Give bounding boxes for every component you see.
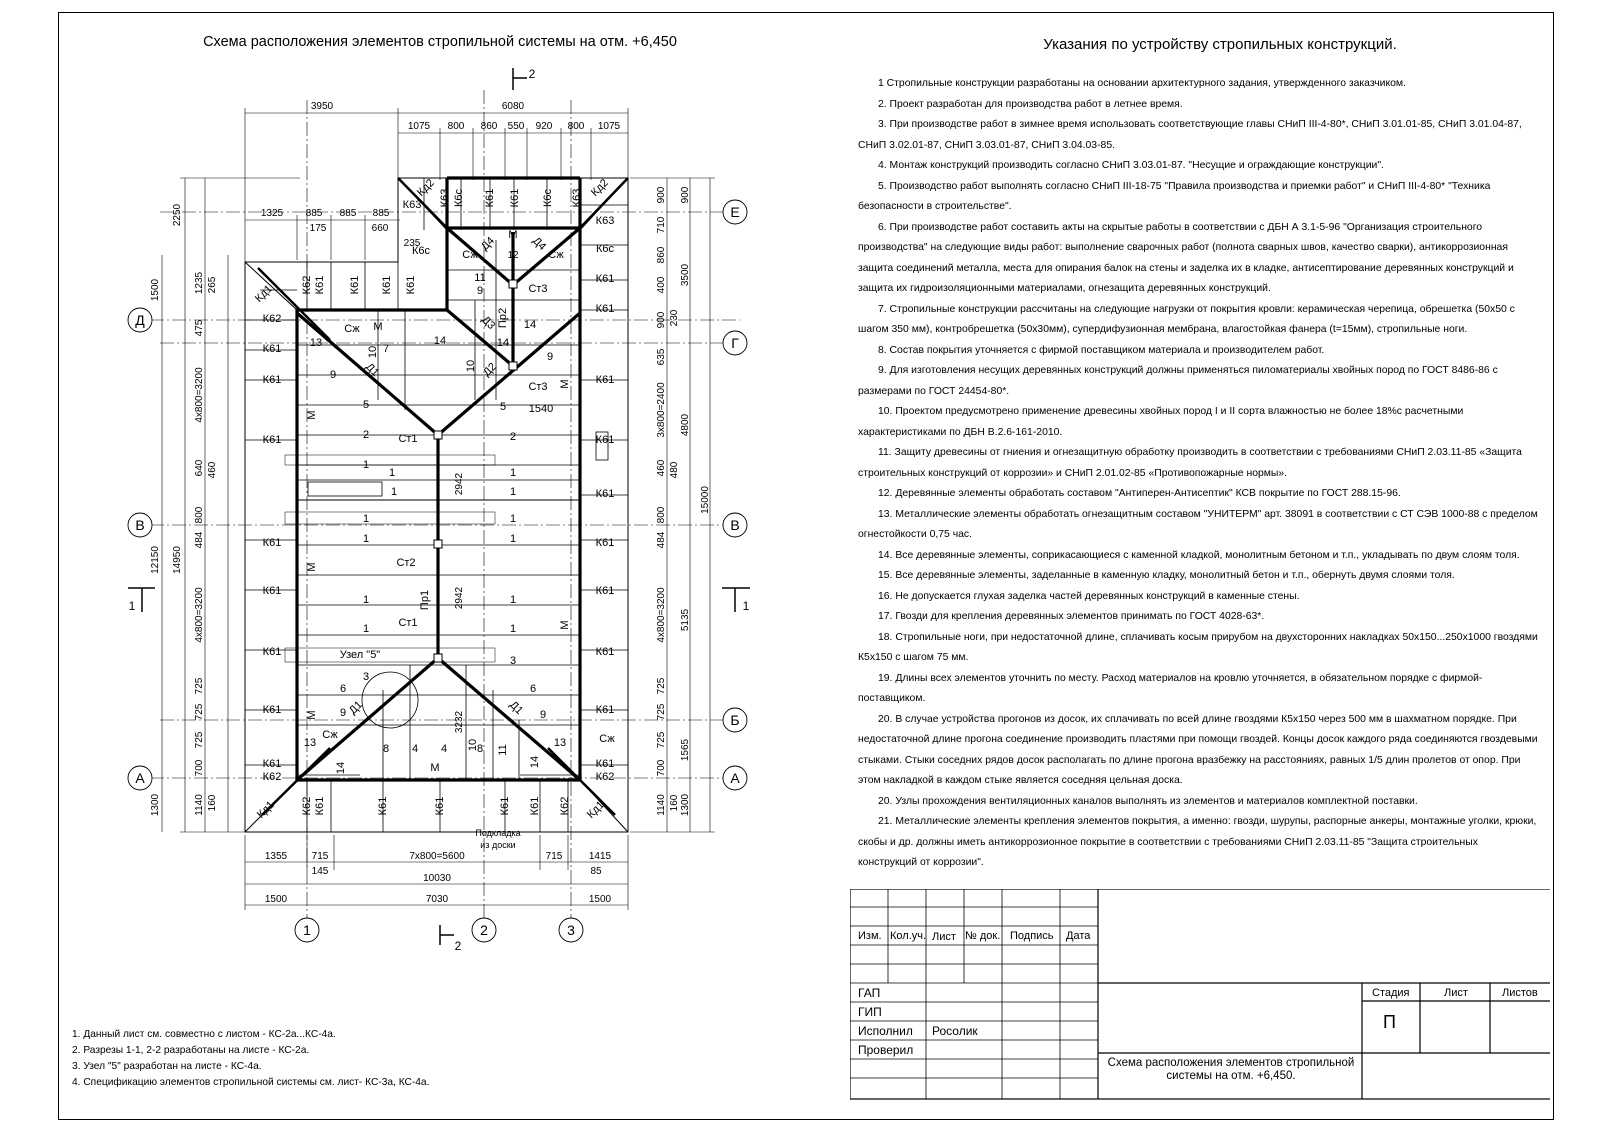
dim-t2-4: 920 <box>535 121 553 132</box>
note-item: 7. Стропильные конструкции рассчитаны на следующие нагрузки от покрытия кровли: керамическая черепица, обрешетка (50х50 с шагом 350 мм), контробрешетка (50х30мм), супердифузионная мембрана, влагостойкая фанера (t=15мм), стропильные ноги. <box>858 303 1515 335</box>
dim-ri-1: 710 <box>656 216 667 234</box>
label-k61: К61 <box>262 434 282 446</box>
axis-label-A-left: А <box>135 770 145 786</box>
dim-b-2: 7x800=5600 <box>409 851 465 862</box>
label-n3: 3 <box>362 671 370 683</box>
label-k6s: К6с <box>411 245 431 257</box>
dim-ri-11: 484 <box>656 531 667 549</box>
label-n13: 13 <box>553 737 567 749</box>
label-k61-top: К61 <box>509 188 521 208</box>
label-szh: Сж <box>548 249 564 261</box>
label-n9: 9 <box>476 285 484 297</box>
label-szh: Сж <box>462 249 478 261</box>
label-n11: 11 <box>497 744 509 756</box>
note-item: 12. Деревянные элементы обработать составом "Антиперен-Антисептик" КСВ покрытие по ГОСТ 288.15-96. <box>878 488 1401 499</box>
note-item: 3. При производстве работ в зимнее время использовать соответствующие главы СНиП III-4-80*, СНиП 3.01.01-85, СНиП 3.01.04-87, СНиП 3.02.01-87, СНиП 3.03.01-87, СНиП 3.04.03-85. <box>858 119 1522 151</box>
label-n14: 14 <box>529 755 541 769</box>
dim-ri-3: 400 <box>656 276 667 294</box>
dim-li-4: 640 <box>194 459 205 477</box>
dim-7030: 7030 <box>425 894 449 905</box>
dim-li-7: 484 <box>194 531 205 549</box>
label-m-v: М <box>306 710 318 720</box>
label-k61-bot: К61 <box>314 796 326 816</box>
ventilation-box <box>308 482 382 496</box>
label-k61: К61 <box>595 273 615 285</box>
label-n14: 14 <box>496 337 510 349</box>
label-n1: 1 <box>362 533 370 545</box>
label-n2: 2 <box>362 429 370 441</box>
label-pr2: Пр2 <box>497 307 509 329</box>
label-n1: 1 <box>390 486 398 498</box>
label-szh: Сж <box>322 729 338 741</box>
axis-label-G: Г <box>731 335 739 351</box>
dim-t3-0: 1325 <box>260 208 284 219</box>
dim-ri-5: 230 <box>669 309 680 327</box>
label-m: М <box>430 762 440 774</box>
dim-ri-10: 800 <box>656 506 667 524</box>
dim-ri-12: 4x800=3200 <box>656 587 667 643</box>
label-n5: 5 <box>362 399 370 411</box>
axis-label-V-left: В <box>135 517 145 533</box>
label-n6: 6 <box>339 683 347 695</box>
dim-li-2: 475 <box>194 319 205 337</box>
label-m-v: М <box>559 379 571 389</box>
axis-label-A-right: А <box>730 770 740 786</box>
section-mark-2-top: 2 <box>528 67 536 81</box>
label-k61-bot: К61 <box>529 796 541 816</box>
label-2942: 2942 <box>454 472 465 496</box>
label-kd1: Кд1 <box>254 798 277 821</box>
label-k62: К62 <box>262 313 282 325</box>
note-item: 13. Металлические элементы обработать огнезащитным составом "УНИТЕРМ" арт. 38091 в соответствии с СТ СЭВ 1000-88 с пределом огнестойкости 0,75 час. <box>858 508 1538 540</box>
label-n1: 1 <box>509 594 517 606</box>
dim-li-0: 1235 <box>194 271 205 295</box>
label-k61: К61 <box>262 704 282 716</box>
label-podkladka: Подкладка <box>475 828 521 838</box>
label-k61: К61 <box>595 374 615 386</box>
stamp-header-list: Лист <box>932 931 956 943</box>
label-1540: 1540 <box>528 403 554 415</box>
label-n14: 14 <box>433 335 447 347</box>
section-mark-2-bottom: 2 <box>454 939 462 953</box>
dim-3950: 3950 <box>310 101 334 112</box>
stamp-role-gip: ГИП <box>858 1005 882 1019</box>
label-k61: К61 <box>595 488 615 500</box>
dim-t2-3: 550 <box>507 121 525 132</box>
dim-b-0: 1355 <box>264 851 288 862</box>
stamp-header-sign: Подпись <box>1010 930 1054 942</box>
label-st3: Ст3 <box>528 283 548 295</box>
label-n1: 1 <box>509 533 517 545</box>
label-k61: К61 <box>262 585 282 597</box>
label-n3: 3 <box>509 655 517 667</box>
dim-b-3: 715 <box>545 851 563 862</box>
label-d2: Д2 <box>480 360 499 379</box>
label-n12: 12 <box>507 250 519 261</box>
axis-label-E: Е <box>730 204 740 220</box>
label-k61: К61 <box>595 434 615 446</box>
label-n10: 10 <box>367 345 379 359</box>
axis-label-3: 3 <box>567 922 575 938</box>
section-mark-1-right: 1 <box>742 599 750 613</box>
label-d1: Д1 <box>346 698 365 717</box>
dim-ri-15: 725 <box>656 731 667 749</box>
label-k61-top: К61 <box>314 275 326 295</box>
label-n6: 6 <box>529 683 537 695</box>
label-k63-top: К63 <box>571 188 583 208</box>
dim-ri-9: 480 <box>669 461 680 479</box>
dim-r-3500: 3500 <box>680 263 691 287</box>
label-n5: 5 <box>499 401 507 413</box>
label-k61: К61 <box>262 343 282 355</box>
label-n9: 9 <box>339 707 347 719</box>
dim-ri-16: 700 <box>656 759 667 777</box>
label-k6s-top: К6с <box>453 188 465 208</box>
label-k63: К63 <box>402 199 422 211</box>
label-n1: 1 <box>509 467 517 479</box>
label-n2: 2 <box>509 431 517 443</box>
note-item: 21. Металлические элементы крепления элементов покрытия, а именно: гвозди, шурупы, распорные анкеры, монтажные уголки, крюки, скобы и др. должны иметь антикоррозионное покрытие в соответствии с требованиями СНиП 2.03.11-85 "Защита строительных конструкций от коррозии". <box>858 816 1537 868</box>
dim-li-14: 160 <box>207 794 218 812</box>
label-k61: К61 <box>262 374 282 386</box>
note-item: 10. Проектом предусмотрено применение древесины хвойных пород I и II сорта влажностью не более 18%с расчетными характеристиками по ДБН В.2.6-161-2010. <box>858 406 1464 438</box>
dim-b-1: 715 <box>311 851 329 862</box>
dim-t3-1: 885 <box>305 208 323 219</box>
sheet-note-item: 1. Данный лист см. совместно с листом - КС-2а...КС-4а. <box>72 1029 336 1040</box>
label-n1: 1 <box>509 513 517 525</box>
label-k61: К61 <box>262 758 282 770</box>
label-n1: 1 <box>362 594 370 606</box>
label-3232: 3232 <box>454 710 465 734</box>
label-k62: К62 <box>262 771 282 783</box>
label-k6s-top: К6с <box>542 188 554 208</box>
axis-label-B: Б <box>730 712 740 728</box>
label-m-v: М <box>559 620 571 630</box>
dim-li-12: 700 <box>194 759 205 777</box>
label-n1: 1 <box>509 486 517 498</box>
label-n7: 7 <box>382 343 390 355</box>
label-st2: Ст2 <box>396 557 416 569</box>
label-k61: К61 <box>595 537 615 549</box>
label-k61-top: К61 <box>405 275 417 295</box>
axis-label-D: Д <box>135 312 145 328</box>
label-n11: 11 <box>474 272 486 284</box>
label-szh: Сж <box>344 323 360 335</box>
label-k62: К62 <box>595 771 615 783</box>
sheet-note-item: 3. Узел "5" разработан на листе - КС-4а. <box>72 1061 262 1072</box>
note-item: 19. Длины всех элементов уточнить по месту. Расход материалов на кровлю уточняется, в обязательном порядке с фирмой-поставщиком. <box>858 672 1483 704</box>
note-item: 20. Узлы прохождения вентиляционных каналов выполнять из элементов и материалов комплектной поставки. <box>878 795 1418 807</box>
section-mark-1-left: 1 <box>128 599 136 613</box>
note-item: 8. Состав покрытия уточняется с фирмой поставщиком материала и производителем работ. <box>878 344 1325 356</box>
label-2942: 2942 <box>454 586 465 610</box>
stamp-header-doc: № док. <box>965 930 1001 942</box>
label-m: М <box>508 229 518 241</box>
label-k61: К61 <box>595 758 615 770</box>
dim-l-1500: 1500 <box>150 278 161 302</box>
dim-t2-0: 1075 <box>407 121 431 132</box>
label-k62-bot: К62 <box>301 796 313 816</box>
dim-t2-1: 800 <box>447 121 465 132</box>
dim-1500-right: 1500 <box>588 894 612 905</box>
label-k62-bot: К62 <box>559 796 571 816</box>
dim-ri-18: 1140 <box>656 794 667 816</box>
note-item: 14. Все деревянные элементы, соприкасающиеся с каменной кладкой, монолитным бетоном и т.п., укладывать по двум слоям толя. <box>878 549 1520 561</box>
dim-6080: 6080 <box>501 101 525 112</box>
note-item: 18. Стропильные ноги, при недостаточной длине, сплачивать косым прирубом на двухсторонних накладках 50х150...250х1000 гвоздями К5х150 с шагом 75 мм. <box>858 631 1538 663</box>
dim-r-4800: 4800 <box>680 413 691 437</box>
label-pr1: Пр1 <box>419 589 431 611</box>
dim-175: 175 <box>309 223 327 234</box>
dim-r-900: 900 <box>680 186 691 204</box>
label-uzel-5: Узел "5" <box>339 649 381 661</box>
dim-85: 85 <box>590 866 602 877</box>
stamp-header-date: Дата <box>1066 930 1091 942</box>
dim-t2-2: 860 <box>480 121 498 132</box>
dim-ri-4: 900 <box>656 311 667 329</box>
note-item: 11. Защиту древесины от гниения и огнезащитную обработку производить в соответствии с требованиями СНиП 2.03.11-85 «Защита строительных конструкций от коррозии» и СНиП 2.01.02-85 «Противопожарные нормы». <box>858 447 1522 479</box>
note-item: 5. Производство работ выполнять согласно СНиП III-18-75 "Правила производства и приемки работ" и СНиП III-4-80* "Техника безопасности в строительстве". <box>858 180 1491 212</box>
label-k6s: К6с <box>595 243 615 255</box>
label-m: М <box>373 321 383 333</box>
stamp-sheets-header: Листов <box>1502 987 1538 999</box>
label-d1: Д1 <box>363 360 382 379</box>
label-kd2: Кд2 <box>414 176 437 199</box>
label-k63: К63 <box>595 215 615 227</box>
note-item: 6. При производстве работ составить акты на скрытые работы в соответствии с ДБН А 3.1-5-96 "Организация строительного производства" на следующие виды работ: выполнение сварочных работ (полнота сварных швов, качество сварки), антикоррозионная защита соединений металла, места для опирания балок на стены и заделка их в кладке, антисептирование деревянных конструкций и защита их гидроизоляционными материалами, огнезащита деревянных конструкций. <box>858 221 1514 294</box>
dim-li-1: 265 <box>207 276 218 294</box>
dim-t2-6: 1075 <box>597 121 621 132</box>
stamp-stage-value: П <box>1383 1012 1396 1032</box>
axis-label-1: 1 <box>303 922 311 938</box>
stamp-role-checker: Проверил <box>858 1043 914 1057</box>
label-n9: 9 <box>329 369 337 381</box>
label-d4: Д4 <box>478 234 497 253</box>
dim-ri-13: 725 <box>656 677 667 695</box>
dim-li-8: 4x800=3200 <box>194 587 205 643</box>
dim-235: 235 <box>403 238 421 249</box>
stamp-sheet-header: Лист <box>1444 987 1468 999</box>
axis-label-2: 2 <box>480 922 488 938</box>
dim-1500-left: 1500 <box>264 894 288 905</box>
note-item: 9. Для изготовления несущих деревянных конструкций должны применяться пиломатериалы хвойных пород по ГОСТ 8486-86 с размерами по ГОСТ 24454-80*. <box>858 365 1498 397</box>
label-k61-top: К61 <box>484 188 496 208</box>
sheet-notes <box>72 1027 429 1091</box>
dim-li-5: 460 <box>207 461 218 479</box>
stamp-role-executor: Исполнил <box>858 1024 913 1038</box>
dim-660: 660 <box>371 223 389 234</box>
label-n8: 8 <box>382 743 390 755</box>
stamp-drawing-title: Схема расположения элементов стропильной системы на отм. +6,450. <box>1107 1057 1355 1082</box>
label-n9: 9 <box>546 351 554 363</box>
dim-li-11: 725 <box>194 731 205 749</box>
dim-ri-6: 635 <box>656 348 667 366</box>
label-n1: 1 <box>388 467 396 479</box>
label-n13: 13 <box>303 737 317 749</box>
label-n1: 1 <box>362 623 370 635</box>
label-k61-bot: К61 <box>499 796 511 816</box>
label-d3: Д3 <box>479 313 498 332</box>
dim-ri-14: 725 <box>656 703 667 721</box>
dim-r-15000: 15000 <box>700 486 711 514</box>
label-k61: К61 <box>595 585 615 597</box>
dim-r-1565: 1565 <box>680 738 691 762</box>
dim-l-14950: 14950 <box>172 546 183 574</box>
dim-li-10: 725 <box>194 703 205 721</box>
dim-r-5135: 5135 <box>680 608 691 632</box>
label-st1: Ст1 <box>398 617 418 629</box>
dim-li-13: 1140 <box>194 794 205 816</box>
label-k61-top: К61 <box>349 275 361 295</box>
note-item: 17. Гвозди для крепления деревянных элементов принимать по ГОСТ 4028-63*. <box>878 611 1265 622</box>
dim-l-2250: 2250 <box>172 203 183 227</box>
dim-r-1300: 1300 <box>680 793 691 817</box>
dim-ri-2: 860 <box>656 246 667 264</box>
dim-li-6: 800 <box>194 506 205 524</box>
label-n1: 1 <box>362 513 370 525</box>
label-st1: Ст1 <box>398 433 418 445</box>
dim-ri-17: 160 <box>669 794 680 812</box>
label-d4: Д4 <box>530 234 549 253</box>
stamp-stage-header: Стадия <box>1372 987 1410 999</box>
label-k61: К61 <box>595 704 615 716</box>
dim-b-4: 1415 <box>588 851 612 862</box>
label-k62-top: К62 <box>301 275 313 295</box>
label-k63-top: К63 <box>439 188 451 208</box>
stamp-header-izm: Изм. <box>858 930 882 942</box>
label-k61-bot: К61 <box>377 796 389 816</box>
label-n9: 9 <box>539 709 547 721</box>
label-m-v: М <box>306 562 318 572</box>
plan-title: Схема расположения элементов стропильной системы на отм. +6,450 <box>203 34 677 50</box>
label-n4: 4 <box>440 743 448 755</box>
label-k61: К61 <box>262 537 282 549</box>
note-item: 4. Монтаж конструкций производить согласно СНиП 3.03.01-87. "Несущие и ограждающие конструкции". <box>878 160 1384 171</box>
sheet-note-item: 2. Разрезы 1-1, 2-2 разработаны на листе - КС-2а. <box>72 1045 310 1056</box>
label-n14: 14 <box>523 319 537 331</box>
title-block <box>850 889 1550 1106</box>
label-d1: Д1 <box>507 698 526 717</box>
rafter-plan-drawing <box>0 0 840 1000</box>
sheet-note-item: 4. Спецификацию элементов стропильной системы см. лист- КС-3а, КС-4а. <box>72 1077 430 1088</box>
label-n14: 14 <box>335 761 347 775</box>
label-n13: 13 <box>309 337 323 349</box>
label-k61-top: К61 <box>381 275 393 295</box>
note-item: 16. Не допускается глухая заделка частей деревянных конструкций в каменные стены. <box>878 590 1300 602</box>
dim-ri-7: 3x800=2400 <box>656 382 667 438</box>
dim-t3-2: 885 <box>339 208 357 219</box>
label-n10: 10 <box>465 359 477 373</box>
label-n4: 4 <box>411 743 419 755</box>
note-item: 20. В случае устройства прогонов из досок, их сплачивать по всей длине гвоздями К5х150 через 500 мм в шахматном порядке. При недостаточной длине прогона соединение производить пластями при помощи гвоздей. Концы досок каждого ряда соединяются гвоздевыми стыками. Стыки соседних рядов досок располагать по длине прогона вразбежку на расстояниях, равных 1/5 длин пролетов от опор. При этом накладкой в каждом стыке является соседняя цельная доска. <box>858 713 1538 786</box>
note-item: 15. Все деревянные элементы, заделанные в каменную кладку, монолитный бетон и т.п., обернуть двумя слоями толя. <box>878 570 1455 581</box>
label-kd1: Кд1 <box>252 282 275 305</box>
label-n10: 10 <box>467 738 479 752</box>
note-item: 2. Проект разработан для производства работ в летнее время. <box>878 98 1183 110</box>
label-kd2: Кд2 <box>588 176 611 199</box>
dim-145: 145 <box>311 866 329 877</box>
dim-ri-8: 460 <box>656 459 667 477</box>
dimension-lines-left <box>162 178 300 832</box>
construction-notes <box>858 74 1538 874</box>
note-item: 1 Стропильные конструкции разработаны на основании архитектурного задания, утвержденного заказчиком. <box>878 78 1406 89</box>
label-k61: К61 <box>595 303 615 315</box>
axis-label-V-right: В <box>730 517 740 533</box>
label-kd1: Кд1 <box>584 798 607 821</box>
label-k61-bot: К61 <box>434 796 446 816</box>
dim-li-9: 725 <box>194 677 205 695</box>
label-n8: 8 <box>476 743 484 755</box>
dim-t3-3: 885 <box>372 208 390 219</box>
stamp-role-gap: ГАП <box>858 986 881 1000</box>
label-szh: Сж <box>599 733 615 745</box>
dim-t2-5: 800 <box>567 121 585 132</box>
dim-ri-0: 900 <box>656 186 667 204</box>
stamp-executor-name: Росолик <box>932 1024 978 1038</box>
label-n1: 1 <box>362 459 370 471</box>
label-k61: К61 <box>595 646 615 658</box>
dim-l-1300: 1300 <box>150 793 161 817</box>
label-podkladka-2: из доски <box>480 840 516 850</box>
dim-l-12150: 12150 <box>150 546 161 574</box>
stamp-header-kol: Кол.уч. <box>890 930 927 942</box>
label-m-v: М <box>306 410 318 420</box>
label-st3: Ст3 <box>528 381 548 393</box>
dim-li-3: 4x800=3200 <box>194 367 205 423</box>
label-k61: К61 <box>262 646 282 658</box>
notes-title: Указания по устройству стропильных конструкций. <box>1043 36 1397 53</box>
label-n1: 1 <box>509 623 517 635</box>
dim-10030: 10030 <box>423 873 451 884</box>
